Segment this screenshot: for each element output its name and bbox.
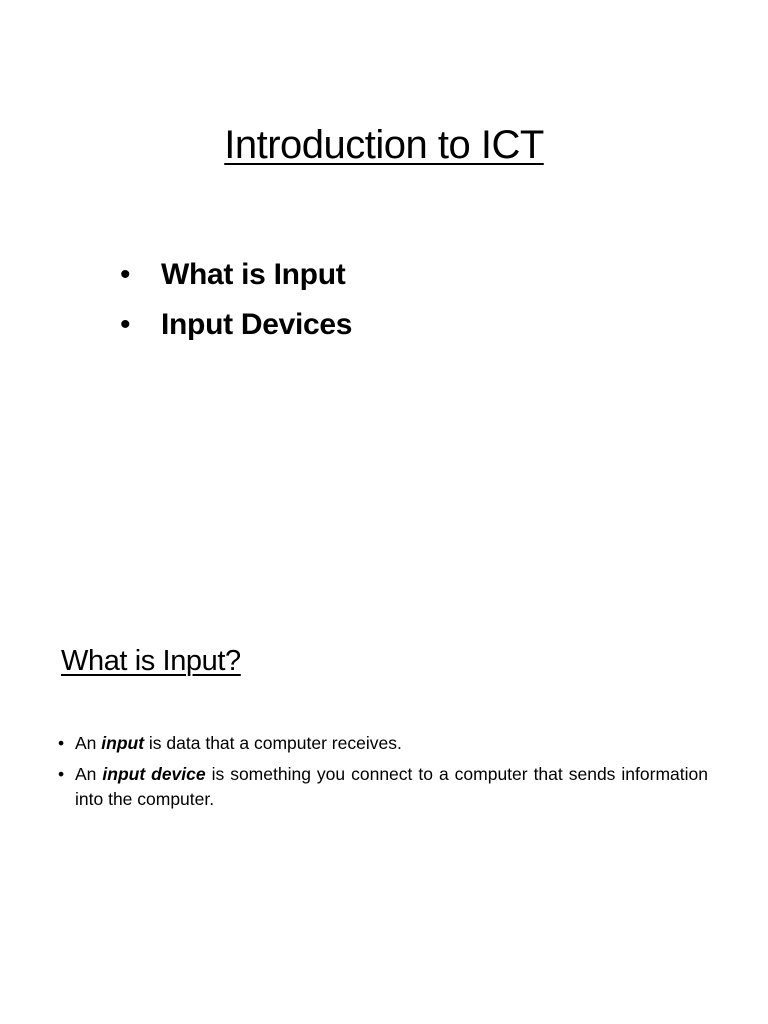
- definition-item: [58, 762, 708, 812]
- slide-what-is-input: [0, 575, 768, 1024]
- definition-prefix: An: [75, 764, 103, 784]
- definition-body: is data that a computer receives.: [144, 733, 402, 753]
- topic-item: [120, 250, 352, 300]
- definition-body: is something you connect to a computer that sends information into the computer.: [75, 764, 708, 809]
- bullet-icon: •: [58, 764, 65, 784]
- topic-item: [120, 300, 352, 350]
- definition-item: [58, 731, 708, 756]
- definition-text: [75, 731, 708, 756]
- bullet-icon: •: [120, 308, 131, 341]
- topic-label: Input Devices: [161, 308, 353, 341]
- definition-term: input: [101, 733, 145, 753]
- definition-list: [58, 731, 708, 818]
- bullet-icon: •: [58, 733, 65, 753]
- bullet-icon: •: [120, 258, 131, 291]
- topic-label: What is Input: [161, 258, 346, 291]
- definition-text: [75, 762, 708, 812]
- topic-list: [120, 250, 352, 350]
- section-heading: What is Input?: [61, 645, 241, 677]
- definition-term: input device: [102, 764, 206, 784]
- slide-title: Introduction to ICT: [224, 123, 544, 167]
- definition-prefix: An: [75, 733, 102, 753]
